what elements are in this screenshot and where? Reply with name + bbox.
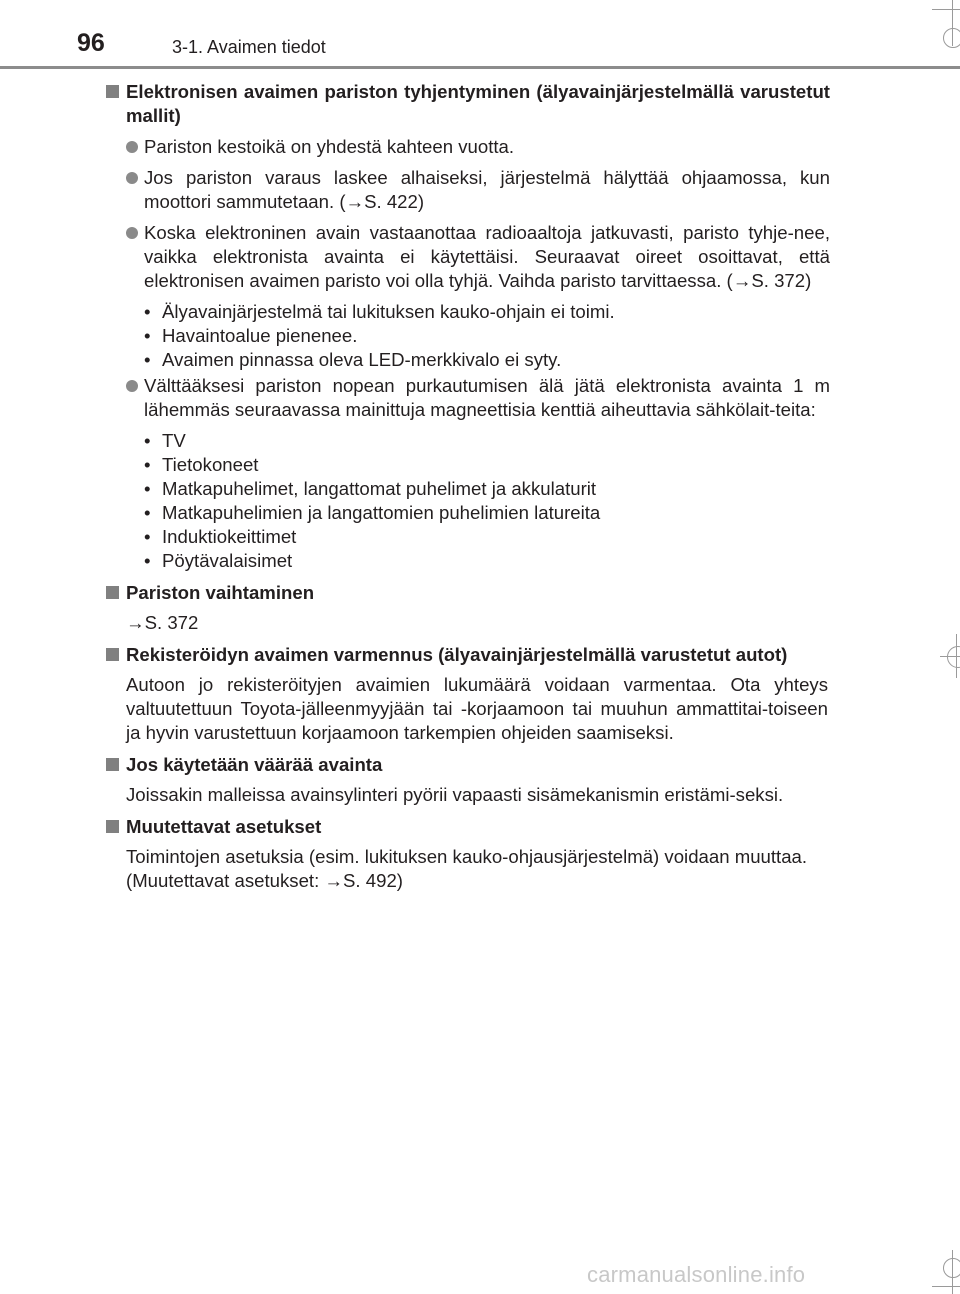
section-heading-battery bbox=[106, 80, 830, 128]
circle-bullet-icon bbox=[126, 227, 138, 239]
bullet-text: Välttääksesi pariston nopean purkautumisen älä jätä elektronista avainta 1 m lähemmäs seuraavassa mainittuja magneettisia kenttiä aiheuttavia sähkölait-teita: bbox=[144, 375, 830, 420]
heading-text: Pariston vaihtaminen bbox=[126, 582, 315, 603]
bullet-dot-icon: • bbox=[144, 478, 151, 499]
bullet-dot-icon: • bbox=[144, 454, 151, 475]
list-item: • TV bbox=[144, 430, 186, 451]
heading-text: Elektronisen avaimen pariston tyhjentyminen (älyavainjärjestelmällä varustetut mallit) bbox=[126, 81, 830, 126]
registration-mark-bottom bbox=[943, 1258, 960, 1278]
square-bullet-icon bbox=[106, 85, 119, 98]
bullet-battery-drain bbox=[106, 221, 830, 293]
paragraph-custom-reference: (Muutettavat asetukset: →S. 492) bbox=[126, 870, 403, 891]
device-list bbox=[106, 429, 830, 573]
page-header bbox=[0, 0, 960, 70]
bullet-text: Jos pariston varaus laskee alhaiseksi, järjestelmä hälyttää ohjaamossa, kun moottori sammutetaan. (→S. 422) bbox=[144, 167, 830, 212]
bullet-text: Koska elektroninen avain vastaanottaa radioaaltoja jatkuvasti, paristo tyhje-nee, vaikka elektronista avainta ei käytettäisi. Seuraavat oireet osoittavat, että elektronisen avaimen paristo voi olla tyhjä. Vaihda paristo tarvittaessa. (→S. 372) bbox=[144, 222, 830, 291]
bullet-battery-life bbox=[106, 135, 830, 159]
square-bullet-icon bbox=[106, 820, 119, 833]
bullet-text: Pariston kestoikä on yhdestä kahteen vuotta. bbox=[144, 136, 515, 157]
registration-mark-mid bbox=[947, 646, 960, 668]
circle-bullet-icon bbox=[126, 380, 138, 392]
crop-mark-top-horizontal bbox=[932, 9, 960, 10]
registration-mark-top bbox=[943, 28, 960, 48]
header-rule bbox=[0, 66, 960, 69]
section-heading-replace bbox=[106, 581, 830, 605]
list-item: • Avaimen pinnassa oleva LED-merkkivalo ei syty. bbox=[144, 349, 562, 370]
page-reference: →S. 372 bbox=[126, 612, 199, 633]
paragraph-verify: Autoon jo rekisteröityjen avaimien lukumäärä voidaan varmentaa. Ota yhteys valtuutettuun Toyota-jälleenmyyjään tai -korjaamoon tai muuhun ammattitai-toiseen ja hyvin varustettuun korjaamoon tarkempien ohjeiden saamiseksi. bbox=[126, 674, 828, 743]
list-item: • Havaintoalue pienenee. bbox=[144, 325, 358, 346]
page-number: 96 bbox=[77, 29, 105, 57]
list-item: • Tietokoneet bbox=[144, 454, 259, 475]
paragraph-wrong-key: Joissakin malleissa avainsylinteri pyörii vapaasti sisämekanismin eristämi-seksi. bbox=[126, 784, 784, 805]
bullet-low-battery-warning bbox=[106, 166, 830, 214]
square-bullet-icon bbox=[106, 648, 119, 661]
list-item: • Pöytävalaisimet bbox=[144, 550, 293, 571]
paragraph-custom bbox=[106, 845, 828, 893]
crop-mark-bottom-horizontal bbox=[932, 1286, 960, 1287]
page-content bbox=[106, 80, 830, 893]
heading-text: Jos käytetään väärää avainta bbox=[126, 754, 383, 775]
chapter-title: 3-1. Avaimen tiedot bbox=[172, 37, 326, 57]
list-item: • Älyavainjärjestelmä tai lukituksen kauko-ohjain ei toimi. bbox=[144, 301, 615, 322]
paragraph-custom-text: Toimintojen asetuksia (esim. lukituksen kauko-ohjausjärjestelmä) voidaan muuttaa. bbox=[126, 846, 808, 867]
section-heading-wrong-key bbox=[106, 753, 830, 777]
bullet-magnetic-fields bbox=[106, 374, 830, 422]
watermark: carmanualsonline.info bbox=[587, 1262, 806, 1287]
section-heading-custom bbox=[106, 815, 830, 839]
square-bullet-icon bbox=[106, 586, 119, 599]
circle-bullet-icon bbox=[126, 172, 138, 184]
bullet-dot-icon: • bbox=[144, 325, 151, 346]
bullet-dot-icon: • bbox=[144, 301, 151, 322]
circle-bullet-icon bbox=[126, 141, 138, 153]
bullet-dot-icon: • bbox=[144, 349, 151, 370]
bullet-dot-icon: • bbox=[144, 526, 151, 547]
square-bullet-icon bbox=[106, 758, 119, 771]
bullet-dot-icon: • bbox=[144, 430, 151, 451]
section-heading-verify bbox=[106, 643, 830, 667]
symptom-list bbox=[106, 300, 830, 372]
heading-text: Rekisteröidyn avaimen varmennus (älyavainjärjestelmällä varustetut autot) bbox=[126, 644, 788, 665]
bullet-dot-icon: • bbox=[144, 550, 151, 571]
bullet-dot-icon: • bbox=[144, 502, 151, 523]
heading-text: Muutettavat asetukset bbox=[126, 816, 322, 837]
list-item: • Matkapuhelimet, langattomat puhelimet ja akkulaturit bbox=[144, 478, 597, 499]
list-item: • Induktiokeittimet bbox=[144, 526, 297, 547]
list-item: • Matkapuhelimien ja langattomien puhelimien latureita bbox=[144, 502, 601, 523]
